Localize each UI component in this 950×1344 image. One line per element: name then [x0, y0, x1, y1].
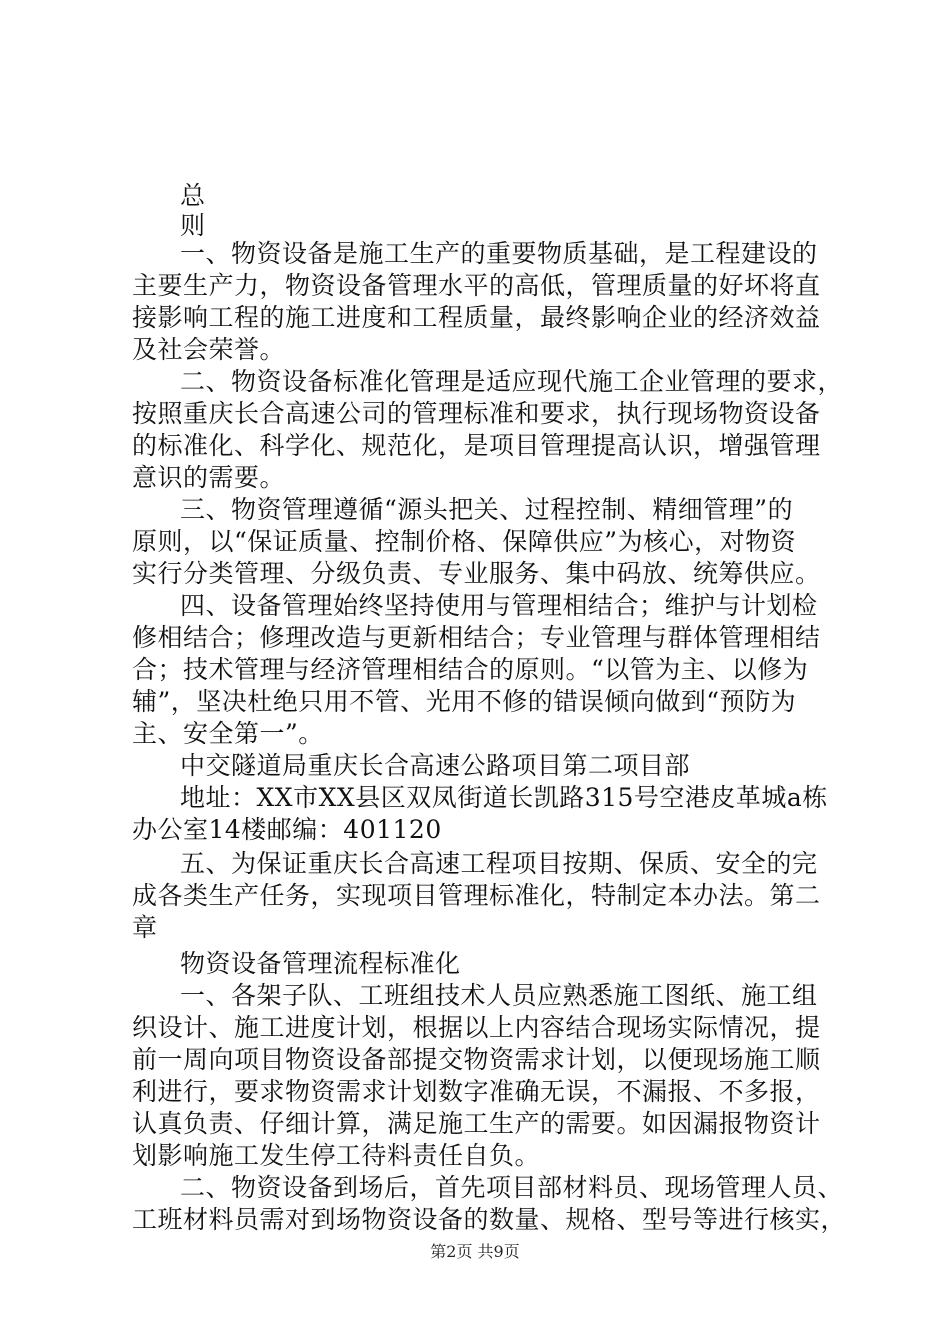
paragraph-line: 五、为保证重庆长合高速工程项目按期、保质、安全的完 [180, 849, 818, 878]
paragraph-line: 意识的需要。 [132, 463, 286, 492]
paragraph-line: 工班材料员需对到场物资设备的数量、规格、型号等进行核实， [132, 1205, 847, 1234]
section-title: 物资设备管理流程标准化 [180, 949, 461, 978]
address-line: 办公室14楼邮编：401120 [132, 815, 442, 844]
paragraph-line: 四、设备管理始终坚持使用与管理相结合；维护与计划检 [180, 591, 818, 620]
paragraph-line: 按照重庆长合高速公司的管理标准和要求，执行现场物资设备 [132, 399, 821, 428]
paragraph-line: 接影响工程的施工进度和工程质量，最终影响企业的经济效益 [132, 303, 821, 332]
paragraph-line: 织设计、施工进度计划，根据以上内容结合现场实际情况，提 [132, 1013, 821, 1042]
paragraph-line: 划影响施工发生停工待料责任自负。 [132, 1141, 541, 1170]
paragraph-line: 一、物资设备是施工生产的重要物质基础，是工程建设的 [180, 239, 818, 268]
paragraph-line: 成各类生产任务，实现项目管理标准化，特制定本办法。第二 [132, 881, 821, 910]
paragraph-line: 实行分类管理、分级负责、专业服务、集中码放、统筹供应。 [132, 559, 821, 588]
address-line: 地址：XX市XX县区双凤街道长凯路315号空港皮革城a栋 [180, 783, 828, 812]
paragraph-line: 原则，以“保证质量、控制价格、保障供应”为核心，对物资 [132, 527, 797, 556]
paragraph-line: 章 [132, 913, 158, 942]
paragraph-line: 二、物资设备标准化管理是适应现代施工企业管理的要求， [180, 367, 844, 396]
paragraph-line: 辅”，坚决杜绝只用不管、光用不修的错误倾向做到“预防为 [132, 687, 797, 716]
paragraph-line: 主、安全第一”。 [132, 719, 324, 748]
page-number-footer: 第2页 共9页 [430, 1242, 520, 1261]
paragraph-line: 一、各架子队、工班组技术人员应熟悉施工图纸、施工组 [180, 981, 818, 1010]
paragraph-line: 的标准化、科学化、规范化，是项目管理提高认识，增强管理 [132, 431, 821, 460]
paragraph-line: 认真负责、仔细计算，满足施工生产的需要。如因漏报物资计 [132, 1109, 821, 1138]
paragraph-line: 三、物资管理遵循“源头把关、过程控制、精细管理”的 [180, 495, 794, 524]
heading-char-2: 则 [180, 211, 206, 240]
paragraph-line: 前一周向项目物资设备部提交物资需求计划，以便现场施工顺 [132, 1045, 821, 1074]
paragraph-line: 主要生产力，物资设备管理水平的高低，管理质量的好坏将直 [132, 271, 821, 300]
paragraph-line: 二、物资设备到场后，首先项目部材料员、现场管理人员、 [180, 1173, 844, 1202]
heading-char-1: 总 [180, 181, 206, 210]
paragraph-line: 利进行，要求物资需求计划数字准确无误，不漏报、不多报， [132, 1077, 821, 1106]
paragraph-line: 合；技术管理与经济管理相结合的原则。“以管为主、以修为 [132, 655, 809, 684]
paragraph-line: 及社会荣誉。 [132, 335, 286, 364]
organization-name: 中交隧道局重庆长合高速公路项目第二项目部 [180, 751, 691, 780]
paragraph-line: 修相结合；修理改造与更新相结合；专业管理与群体管理相结 [132, 623, 821, 652]
